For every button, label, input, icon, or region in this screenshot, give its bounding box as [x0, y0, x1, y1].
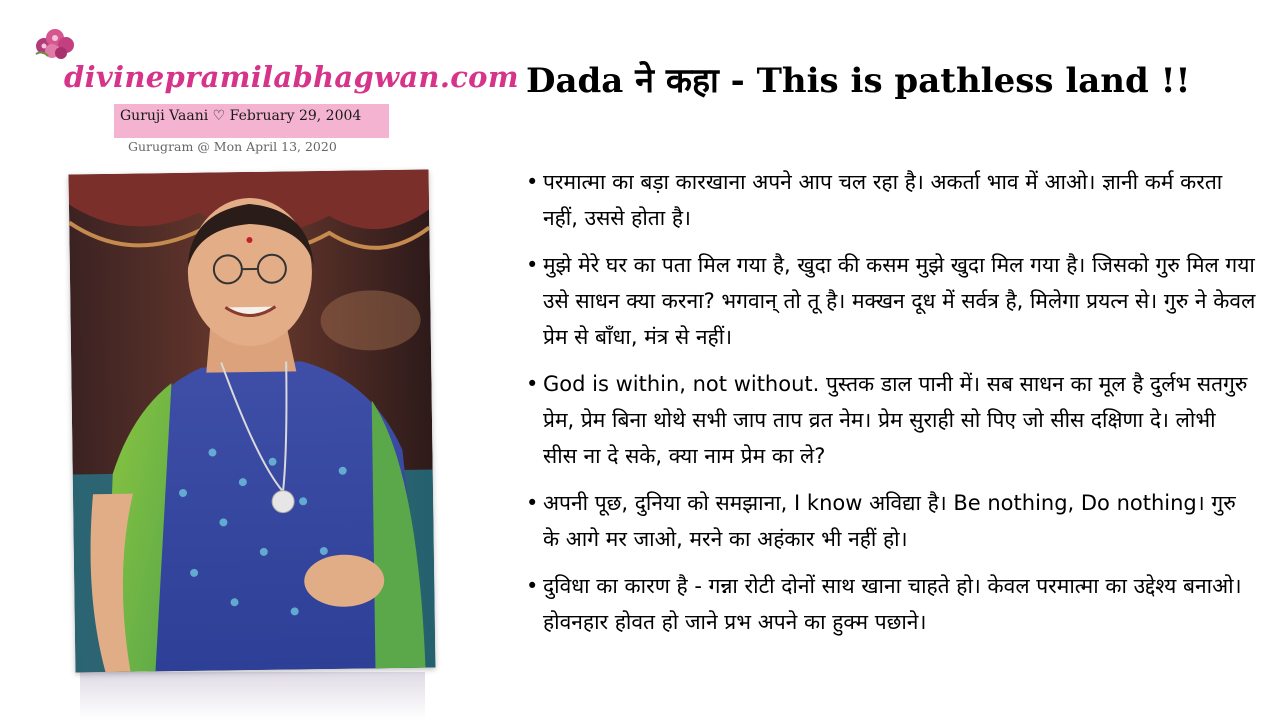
location-date: Gurugram @ Mon April 13, 2020: [128, 139, 337, 154]
page-title: Dada ने कहा - This is pathless land !!: [526, 61, 1191, 101]
list-item: • दुविधा का कारण है - गन्ना रोटी दोनों साथ खाना चाहते हो। केवल परमात्मा का उद्देश्य बनाओ। होवनहार होवत हो जाने प्रभ अपने का हुक्म पछाने।: [526, 568, 1256, 640]
flower-logo-icon: [30, 24, 80, 64]
site-name: divinepramilabhagwan.com: [64, 60, 519, 94]
portrait-photo: [69, 170, 436, 673]
list-item: • God is within, not without. पुस्तक डाल पानी में। सब साधन का मूल है दुर्लभ सतगुरु प्रेम, प्रेम बिना थोथे सभी जाप ताप व्रत नेम। प्रेम सुराही सो पिए जो सीस दक्षिणा दे। लोभी सीस ना दे सके, क्या नाम प्रेम का ले?: [526, 366, 1256, 474]
photo-reflection: [80, 672, 425, 720]
list-item: • मुझे मेरे घर का पता मिल गया है, खुदा की कसम मुझे खुदा मिल गया है। जिसको गुरु मिल गया उसे साधन क्या करना? भगवान् तो तू है। मक्खन दूध में सर्वत्र है, मिलेगा प्रयत्न से। गुरु ने केवल प्रेम से बाँधा, मंत्र से नहीं।: [526, 247, 1256, 355]
list-item: • परमात्मा का बड़ा कारखाना अपने आप चल रहा है। अकर्ता भाव में आओ। ज्ञानी कर्म करता नहीं, उससे होता है।: [526, 164, 1256, 236]
vaani-date-badge: Guruji Vaani ♡ February 29, 2004: [114, 104, 389, 138]
list-item: • अपनी पूछ, दुनिया को समझाना, I know अविद्या है। Be nothing, Do nothing। गुरु के आगे मर जाओ, मरने का अहंकार भी नहीं हो।: [526, 485, 1256, 557]
teachings-list: [526, 164, 1256, 651]
